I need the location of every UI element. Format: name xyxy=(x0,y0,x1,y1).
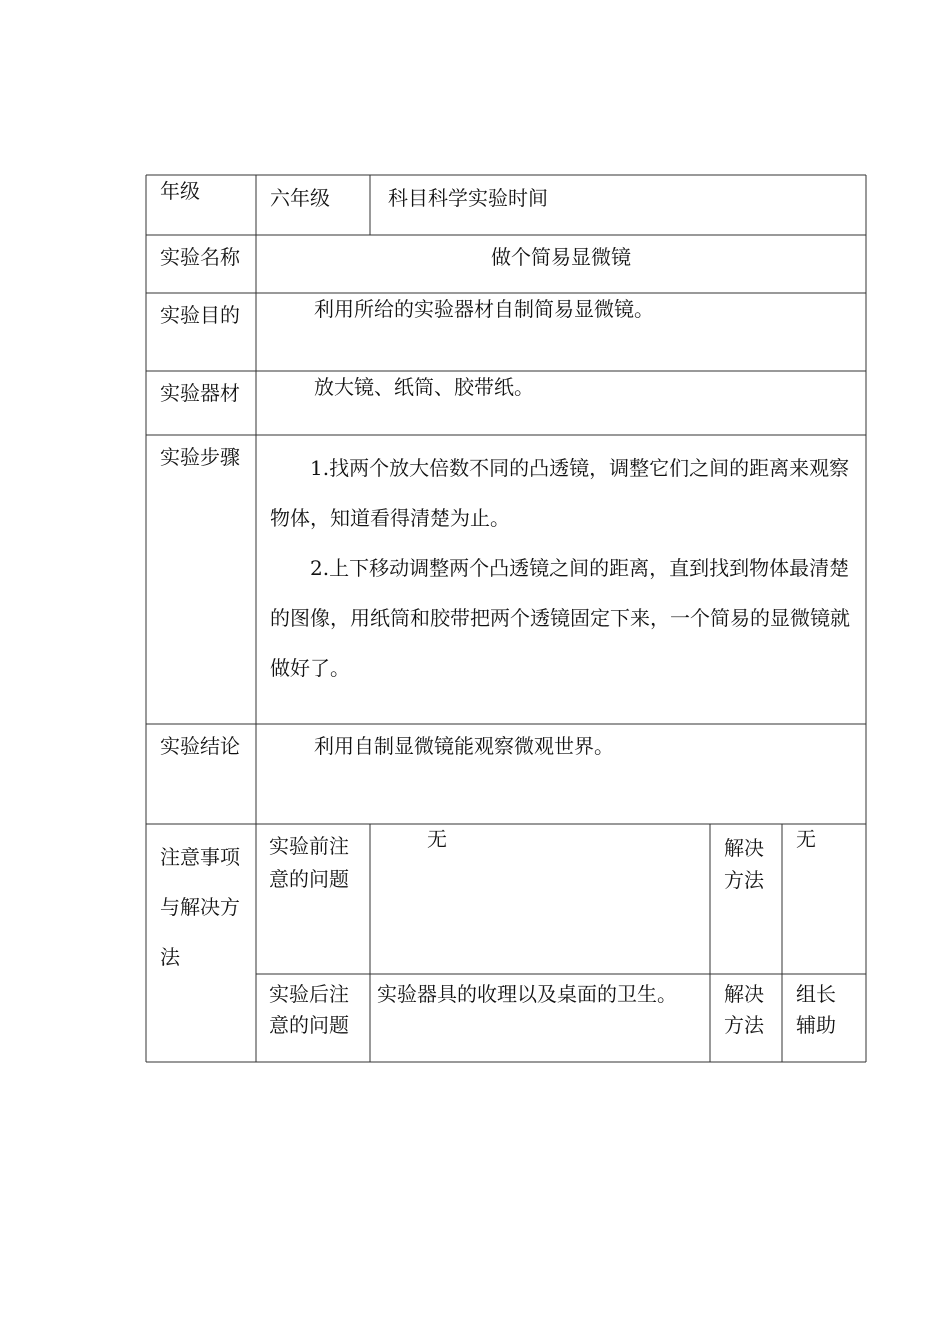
name-value: 做个简易显微镜 xyxy=(491,245,631,269)
steps-content xyxy=(270,443,860,693)
before-value: 无 xyxy=(427,827,447,851)
materials-label: 实验器材 xyxy=(160,381,240,405)
notes-label: 注意事项与解决方法 xyxy=(160,845,240,969)
conclusion-value: 利用自制显微镜能观察微观世界。 xyxy=(314,734,614,758)
materials-value: 放大镜、纸筒、胶带纸。 xyxy=(314,375,534,399)
after-label: 实验后注意的问题 xyxy=(269,982,349,1037)
before-solution-label: 解决方法 xyxy=(724,836,764,892)
grade-value: 六年级 xyxy=(270,186,330,210)
subject-time-text: 科目科学实验时间 xyxy=(388,186,548,210)
conclusion-label: 实验结论 xyxy=(160,734,240,758)
grade-label: 年级 xyxy=(160,179,200,203)
purpose-value: 利用所给的实验器材自制简易显微镜。 xyxy=(314,297,654,321)
step-1-text: 1.找两个放大倍数不同的凸透镜，调整它们之间的距离来观察物体，知道看得清楚为止。 xyxy=(270,456,850,530)
steps-label: 实验步骤 xyxy=(160,445,240,469)
before-label: 实验前注意的问题 xyxy=(269,834,349,891)
purpose-label: 实验目的 xyxy=(160,303,240,327)
after-value: 实验器具的收理以及桌面的卫生。 xyxy=(377,982,677,1006)
name-label: 实验名称 xyxy=(160,245,240,269)
after-solution-value: 组长辅助 xyxy=(796,982,836,1037)
before-solution-value: 无 xyxy=(796,827,816,851)
step-2-text: 2.上下移动调整两个凸透镜之间的距离，直到找到物体最清楚的图像，用纸筒和胶带把两个透镜固定下来，一个简易的显微镜就做好了。 xyxy=(270,556,850,680)
after-solution-label: 解决方法 xyxy=(724,982,764,1037)
